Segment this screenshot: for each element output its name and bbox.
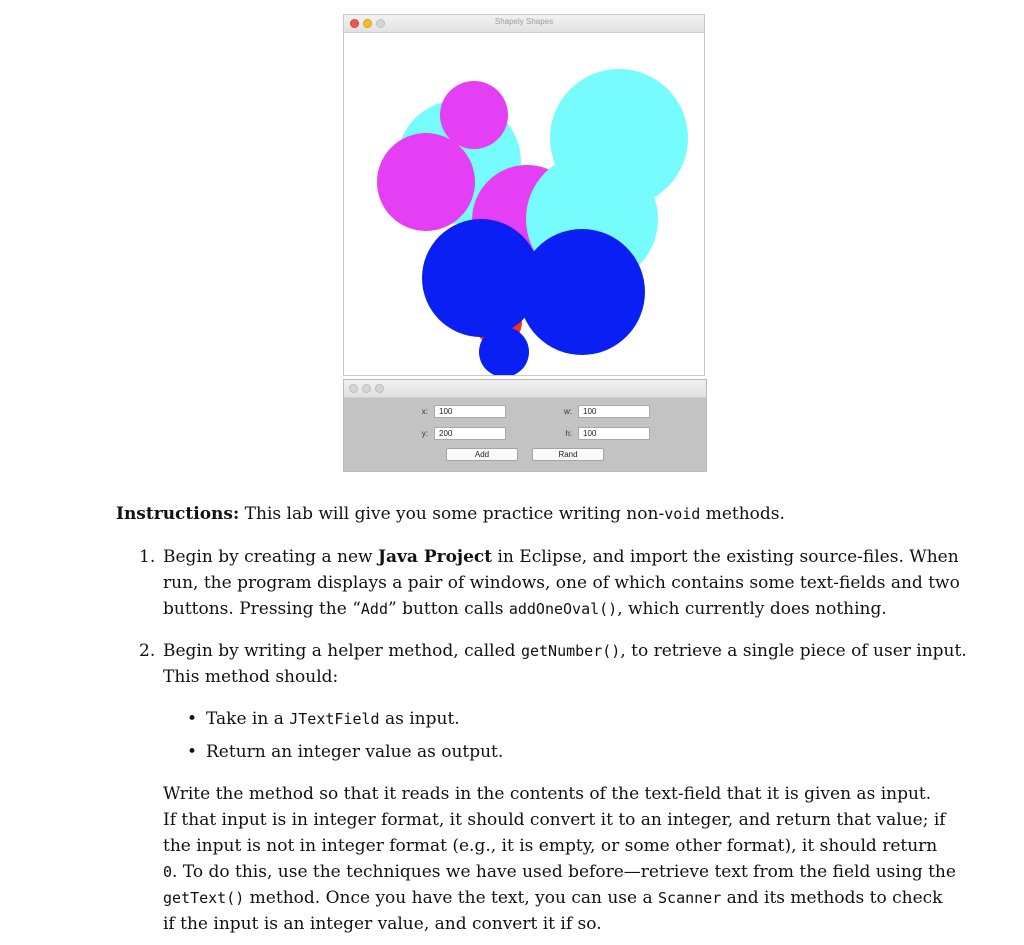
- h-label: h:: [565, 429, 572, 438]
- text: and its methods to check: [721, 888, 943, 908]
- instructions-paragraph: [116, 501, 785, 527]
- bullet-item: Return an integer value as output.: [206, 742, 504, 762]
- list-item-2-line: This method should:: [163, 667, 339, 687]
- text: ” button calls: [387, 599, 509, 619]
- add-button[interactable]: Add: [446, 448, 518, 461]
- inline-code: 0: [163, 863, 173, 881]
- rand-button[interactable]: Rand: [532, 448, 604, 461]
- body-line: Write the method so that it reads in the contents of the text-field that it is given as input.: [163, 784, 932, 804]
- oval-3: [377, 133, 475, 231]
- shapes-window: [343, 14, 705, 376]
- oval-4: [440, 81, 508, 149]
- text: , which currently does nothing.: [617, 599, 887, 619]
- body-line: if the input is an integer value, and convert it if so.: [163, 914, 602, 934]
- text: , to retrieve a single piece of user input.: [620, 641, 967, 661]
- list-item-2-line: [163, 638, 967, 664]
- zoom-window-icon[interactable]: [375, 384, 384, 393]
- shapes-window-titlebar: [344, 15, 704, 33]
- w-field[interactable]: 100: [578, 405, 650, 418]
- y-label: y:: [421, 429, 428, 438]
- text: Take in a: [206, 709, 290, 729]
- text: as input.: [379, 709, 460, 729]
- inline-code: Scanner: [658, 889, 722, 907]
- instructions-text: methods.: [700, 504, 785, 524]
- text: buttons. Pressing the “: [163, 599, 361, 619]
- controls-window-titlebar: [344, 380, 706, 398]
- text: method. Once you have the text, you can use a: [244, 888, 659, 908]
- h-field[interactable]: 100: [578, 427, 650, 440]
- list-number: 2.: [139, 641, 156, 661]
- inline-code: addOneOval(): [508, 600, 618, 618]
- bold-text: Java Project: [377, 547, 493, 567]
- controls-window: [343, 379, 707, 472]
- inline-code: getNumber(): [520, 642, 621, 660]
- text: Begin by writing a helper method, called: [163, 641, 521, 661]
- list-item-1-line: run, the program displays a pair of windows, one of which contains some text-fields and two: [163, 573, 960, 593]
- x-label: x:: [421, 407, 428, 416]
- w-label: w:: [564, 407, 572, 416]
- body-line: [163, 885, 942, 911]
- inline-code: Add: [360, 600, 388, 618]
- inline-code: JTextField: [289, 710, 380, 728]
- body-line: [163, 859, 956, 885]
- bullet-point: •: [187, 709, 198, 729]
- oval-6: [550, 69, 688, 207]
- inline-code: getText(): [163, 889, 245, 907]
- bullet-point: •: [187, 742, 198, 762]
- list-item-1-line: [163, 596, 887, 622]
- close-window-icon[interactable]: [349, 384, 358, 393]
- bullet-item: [206, 706, 460, 732]
- y-field[interactable]: 200: [434, 427, 506, 440]
- instructions-heading: Instructions:: [116, 504, 240, 524]
- instructions-text: This lab will give you some practice writing non-: [239, 504, 665, 524]
- body-line: If that input is in integer format, it should convert it to an integer, and return that value; if: [163, 810, 946, 830]
- list-item-1-line: [163, 544, 959, 570]
- minimize-window-icon[interactable]: [362, 384, 371, 393]
- x-field[interactable]: 100: [434, 405, 506, 418]
- drawing-canvas: [344, 32, 704, 375]
- oval-10: [519, 229, 645, 355]
- text: . To do this, use the techniques we have used before—retrieve text from the field using the: [172, 862, 956, 882]
- text: in Eclipse, and import the existing source-files. When: [492, 547, 959, 567]
- body-line: the input is not in integer format (e.g., it is empty, or some other format), it should return: [163, 836, 938, 856]
- text: Begin by creating a new: [163, 547, 378, 567]
- list-number: 1.: [139, 547, 156, 567]
- inline-code: void: [664, 505, 701, 523]
- window-title: Shapely Shapes: [494, 17, 554, 26]
